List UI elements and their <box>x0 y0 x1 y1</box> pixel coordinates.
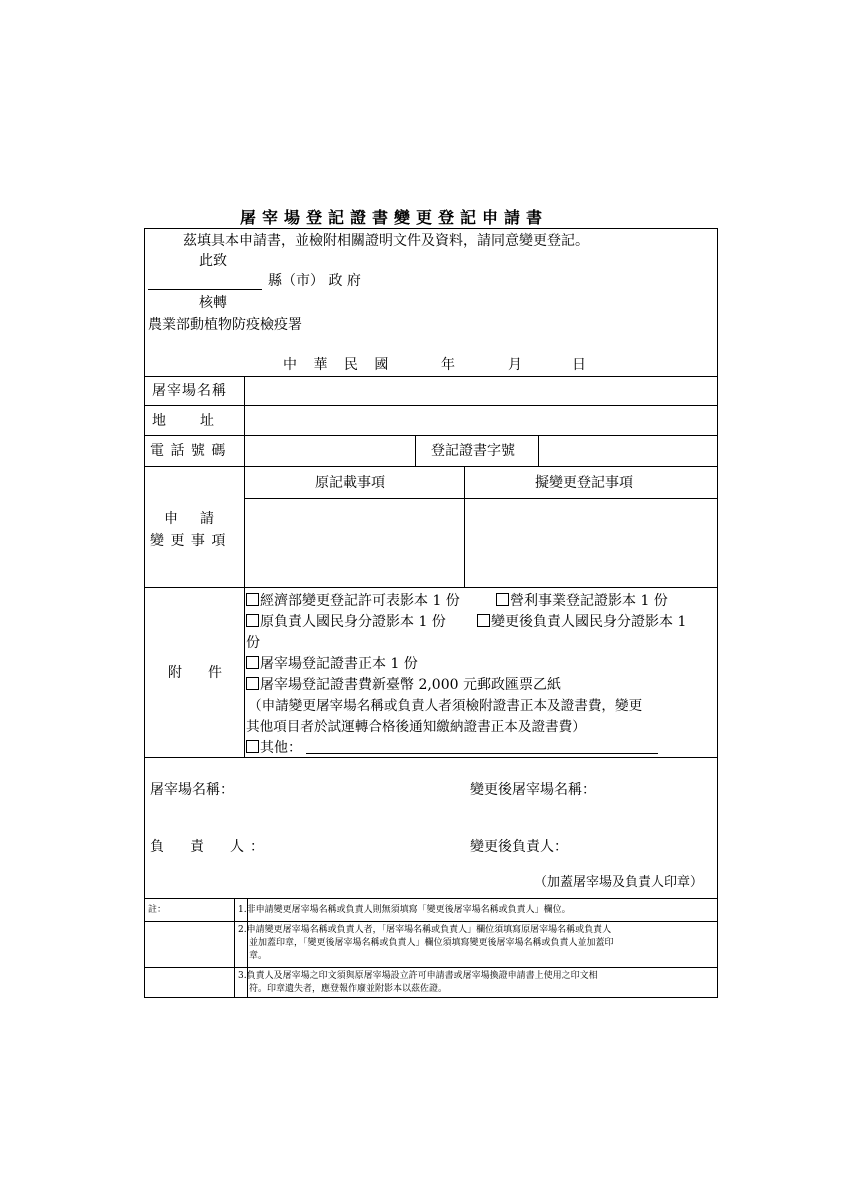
note-2-line-1: 2.申請變更屠宰場名稱或負責人者，「屠宰場名稱或負責人」欄位須填寫原屠宰場名稱或負責人 <box>238 925 612 935</box>
col-line-certno-right <box>538 435 539 466</box>
row-line-signature <box>144 757 718 758</box>
date-month: 月 <box>508 357 522 373</box>
date-day: 日 <box>572 357 586 373</box>
attachment-item-4-cont: 份 <box>246 635 260 651</box>
note-2-line-3: 章。 <box>249 951 268 961</box>
date-year: 年 <box>441 357 455 373</box>
col-line-certno-left <box>415 435 416 466</box>
proposed-header: 擬變更登記事項 <box>535 475 633 491</box>
checkbox[interactable] <box>246 614 259 627</box>
phone-label: 電 話 號 碼 <box>150 443 227 459</box>
checkbox[interactable] <box>477 614 490 627</box>
attachment-item-4[interactable]: 變更後負責人國民身分證影本 1 <box>477 613 686 631</box>
note-1: 1.非申請變更屠宰場名稱或負責人則無須填寫「變更後屠宰場名稱或負責人」欄位。 <box>238 905 571 915</box>
note-3-line-2: 符。印章遺失者，應登報作廢並附影本以茲佐證。 <box>249 984 448 994</box>
to-label: 此致 <box>199 253 227 269</box>
attachment-other[interactable]: 其他： <box>246 739 302 757</box>
checkbox[interactable] <box>246 677 259 690</box>
signature-new-name-label: 變更後屠宰場名稱： <box>470 782 596 798</box>
name-label: 屠宰場名稱 <box>152 383 227 399</box>
cert-no-label: 登記證書字號 <box>431 443 515 459</box>
attachment-item-2[interactable]: 營利事業登記證影本 1 份 <box>496 592 668 610</box>
note-2-line-2: 並加蓋印章，「變更後屠宰場名稱或負責人」欄位須填寫變更後屠宰場名稱或負責人並加蓋印 <box>249 938 614 948</box>
county-gov: 縣（市） 政 府 <box>268 273 361 289</box>
name-input[interactable] <box>246 378 716 404</box>
col-line-labels <box>244 376 245 757</box>
table-border-top <box>144 228 718 229</box>
proposed-input[interactable] <box>466 500 716 586</box>
table-border-right <box>717 228 718 998</box>
notes-label: 註： <box>148 905 167 915</box>
changes-label-1: 申 請 <box>164 511 218 527</box>
row-line-note3 <box>144 967 718 968</box>
checkbox[interactable] <box>246 593 259 606</box>
attachment-item-1[interactable]: 經濟部變更登記許可表影本 1 份 <box>246 592 460 610</box>
attachments-label: 附 件 <box>168 665 228 681</box>
attachment-note-2: 其他項目者於試運轉合格後通知繳納證書正本及證書費） <box>246 719 586 735</box>
row-line-changes <box>144 466 718 467</box>
attachment-item-6[interactable]: 屠宰場登記證書費新臺幣 2,000 元郵政匯票乙紙 <box>246 676 561 694</box>
form-title: 屠宰場登記證書變更登記申請書 <box>240 208 549 227</box>
address-label: 地 址 <box>152 413 224 429</box>
table-border-left <box>144 228 145 998</box>
note-3-line-1: 3.負責人及屠宰場之印文須與原屠宰場設立許可申請書或屠宰場換證申請書上使用之印文相 <box>238 971 598 981</box>
seal-note: （加蓋屠宰場及負責人印章） <box>534 875 704 890</box>
other-blank-line <box>306 753 658 754</box>
checkbox[interactable] <box>246 740 259 753</box>
intro-text: 茲填具本申請書，並檢附相關證明文件及資料，請同意變更登記。 <box>183 233 589 249</box>
signature-name-label: 屠宰場名稱： <box>150 782 234 798</box>
table-border-bottom <box>144 997 718 998</box>
address-input[interactable] <box>246 407 716 434</box>
transfer-label: 核轉 <box>199 295 227 311</box>
date-roc: 中 華 民 國 <box>283 357 395 373</box>
row-line-attachments <box>144 587 718 588</box>
row-line-notes <box>144 898 718 899</box>
agency-name: 農業部動植物防疫檢疫署 <box>148 317 302 333</box>
attachment-item-3[interactable]: 原負責人國民身分證影本 1 份 <box>246 613 446 631</box>
signature-owner-label: 負 責 人： <box>150 839 270 855</box>
col-line-changes-mid <box>464 466 465 587</box>
county-blank-line <box>148 289 262 290</box>
attachment-item-5[interactable]: 屠宰場登記證書正本 1 份 <box>246 655 418 673</box>
changes-label-2: 變 更 事 項 <box>150 533 227 549</box>
phone-input[interactable] <box>246 437 414 465</box>
checkbox[interactable] <box>246 656 259 669</box>
row-line-phone <box>144 435 718 436</box>
attachment-note-1: （申請變更屠宰場名稱或負責人者須檢附證書正本及證書費，變更 <box>248 698 643 714</box>
col-line-notes <box>234 898 235 998</box>
signature-new-owner-label: 變更後負責人： <box>470 839 568 855</box>
row-line-note2 <box>144 921 718 922</box>
checkbox[interactable] <box>496 593 509 606</box>
row-line-change-headers <box>244 498 718 499</box>
row-line-name <box>144 376 718 377</box>
original-input[interactable] <box>246 500 462 586</box>
row-line-address <box>144 405 718 406</box>
cert-no-input[interactable] <box>540 437 716 465</box>
original-header: 原記載事項 <box>315 475 385 491</box>
